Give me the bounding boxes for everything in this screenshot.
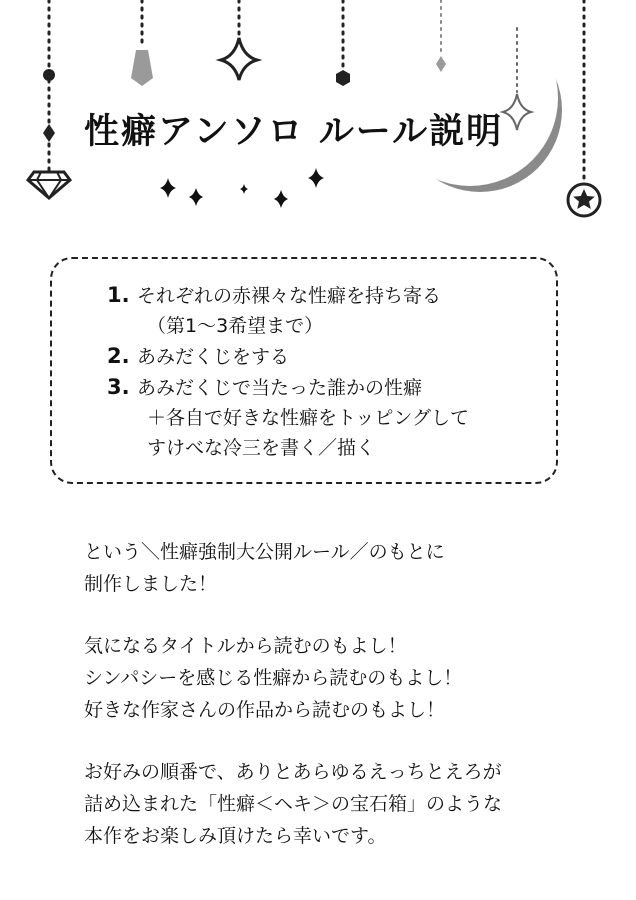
paragraph — [84, 536, 502, 600]
paragraph — [84, 630, 502, 726]
rule-text: あみだくじをする — [137, 346, 290, 368]
rule-text: ＋各自で好きな性癖をトッピングして — [147, 407, 470, 429]
hanging-star-icon — [221, 0, 257, 80]
rules-box — [50, 257, 558, 484]
paragraph-line: 制作しました！ — [84, 573, 218, 595]
rule-item — [107, 280, 469, 341]
rule-text: すけべな冷三を書く／描く — [147, 437, 376, 459]
rule-item — [107, 341, 469, 372]
paragraph-line: 本作をお楽しみ頂けたら幸いです。 — [84, 825, 387, 847]
rule-text: それぞれの赤裸々な性癖を持ち寄る — [137, 285, 442, 307]
paragraph-line: 詰め込まれた「性癖＜ヘキ＞の宝石箱」のような — [84, 793, 503, 815]
rule-line — [107, 341, 469, 372]
hanging-gem-icon — [28, 0, 70, 198]
rule-item — [107, 372, 469, 463]
rule-line — [107, 280, 469, 311]
rule-text: （第1〜3希望まで） — [147, 315, 324, 337]
paragraph-line: シンパシーを感じる性癖から読むのもよし！ — [84, 667, 463, 689]
sparkles-icon — [160, 168, 324, 208]
body-text — [84, 536, 502, 882]
hanging-circled-star-icon — [568, 0, 600, 216]
hanging-hexagon-icon — [336, 0, 350, 86]
paragraph — [84, 756, 502, 852]
rule-number: 3. — [107, 375, 130, 399]
rules-list — [107, 280, 469, 463]
paragraph-line: 好きな作家さんの作品から読むのもよし！ — [84, 699, 446, 721]
rule-number: 2. — [107, 344, 130, 368]
hanging-crystal-icon — [131, 0, 153, 86]
rule-line — [107, 372, 469, 403]
paragraph-line: 気になるタイトルから読むのもよし！ — [84, 635, 407, 657]
rule-number: 1. — [107, 283, 130, 307]
page-title: 性癖アンソロ ルール説明 — [84, 112, 504, 152]
rule-text: あみだくじで当たった誰かの性癖 — [137, 377, 423, 399]
paragraph-line: という＼性癖強制大公開ルール／のもとに — [84, 541, 445, 563]
paragraph-line: お好みの順番で、ありとあらゆるえっちとえろが — [84, 761, 502, 783]
